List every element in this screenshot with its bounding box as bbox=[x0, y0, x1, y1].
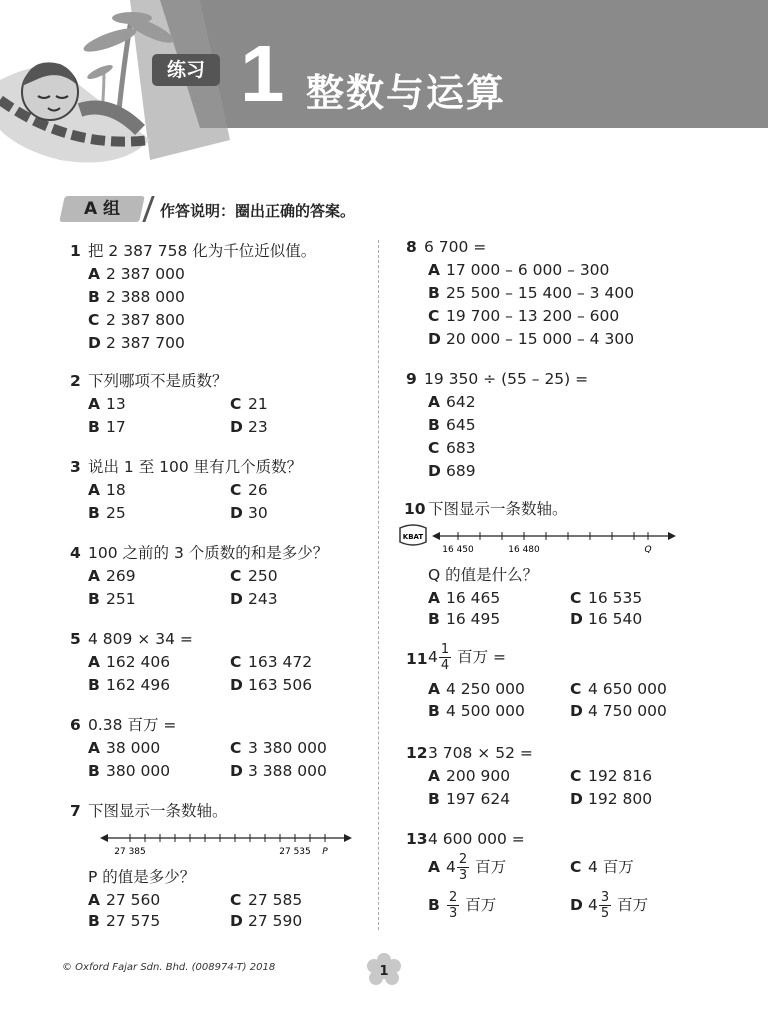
option-c[interactable]: C 26 bbox=[230, 481, 268, 499]
option-c[interactable]: C 2 387 800 bbox=[88, 311, 185, 329]
option-c[interactable]: C 163 472 bbox=[230, 653, 313, 671]
option-b[interactable]: B 162 496 bbox=[88, 676, 171, 694]
group-label-badge bbox=[59, 196, 145, 222]
option-d[interactable]: D 689 bbox=[428, 462, 476, 480]
option-a[interactable]: A 38 000 bbox=[88, 739, 161, 757]
question-7 bbox=[70, 800, 370, 935]
option-b[interactable]: B 27 575 bbox=[88, 912, 161, 930]
option-a[interactable]: A 13 bbox=[88, 395, 126, 413]
chapter-number: 1 bbox=[240, 29, 285, 118]
question-10 bbox=[404, 498, 704, 633]
sub-question: Q 的值是什么？ bbox=[428, 566, 539, 584]
option-c[interactable]: C 250 bbox=[230, 567, 278, 585]
option-d[interactable]: D 23 bbox=[230, 418, 268, 436]
axis-label-right: 27 535 bbox=[279, 847, 311, 856]
option-c[interactable]: C 683 bbox=[428, 439, 476, 457]
fraction: $\frac{1}{4}$ bbox=[440, 642, 450, 673]
option-a[interactable]: A 16 465 bbox=[428, 589, 501, 607]
question-stem: 说出 1 至 100 里有几个质数？ bbox=[88, 458, 303, 476]
chapter-title: 整数与运算 bbox=[306, 71, 507, 115]
question-2 bbox=[70, 370, 370, 440]
svg-text:KBAT: KBAT bbox=[402, 533, 424, 541]
question-stem: 下图显示一条数轴。 bbox=[88, 802, 228, 820]
option-c[interactable]: C 192 816 bbox=[570, 767, 653, 785]
kbat-badge-icon bbox=[396, 524, 430, 548]
option-d[interactable]: D 16 540 bbox=[570, 610, 643, 628]
option-a[interactable]: A 642 bbox=[428, 393, 476, 411]
question-number: 13 bbox=[406, 830, 428, 848]
sub-question: P 的值是多少？ bbox=[88, 868, 196, 886]
option-c[interactable]: C 4 650 000 bbox=[570, 680, 667, 698]
option-a[interactable]: A 2 387 000 bbox=[88, 265, 185, 283]
number-line bbox=[432, 526, 676, 554]
question-stem: 4 809 × 34 = bbox=[88, 630, 193, 648]
question-number: 10 bbox=[404, 500, 426, 518]
question-8 bbox=[406, 236, 706, 351]
option-d[interactable]: D 192 800 bbox=[570, 790, 653, 808]
question-number: 4 bbox=[70, 544, 81, 562]
option-b[interactable]: B 16 495 bbox=[428, 610, 501, 628]
question-number: 11 bbox=[406, 650, 428, 668]
question-9 bbox=[406, 368, 706, 483]
option-c[interactable]: C 16 535 bbox=[570, 589, 643, 607]
option-d[interactable]: D 4 750 000 bbox=[570, 702, 667, 720]
column-divider bbox=[378, 240, 379, 930]
question-number: 9 bbox=[406, 370, 417, 388]
axis-label-a: 16 450 bbox=[442, 545, 474, 554]
option-d[interactable]: D 3 388 000 bbox=[230, 762, 327, 780]
option-d[interactable]: D 20 000 – 15 000 – 4 300 bbox=[428, 330, 635, 348]
question-stem: 6 700 = bbox=[424, 238, 487, 256]
question-number: 5 bbox=[70, 630, 81, 648]
option-a[interactable]: A 162 406 bbox=[88, 653, 171, 671]
instruction-text: 作答说明：圈出正确的答案。 bbox=[160, 202, 356, 220]
option-a[interactable]: A 27 560 bbox=[88, 891, 161, 909]
option-a[interactable]: A 4 $\frac{2}{3}$ 百万 bbox=[428, 852, 507, 883]
question-number: 3 bbox=[70, 458, 81, 476]
option-b[interactable]: B 25 500 – 15 400 – 3 400 bbox=[428, 284, 635, 302]
axis-label-p: P bbox=[322, 847, 328, 856]
option-d[interactable]: D 27 590 bbox=[230, 912, 303, 930]
option-b[interactable]: B 197 624 bbox=[428, 790, 511, 808]
option-d[interactable]: D 30 bbox=[230, 504, 268, 522]
option-d[interactable]: D 2 387 700 bbox=[88, 334, 185, 352]
option-b[interactable]: B 17 bbox=[88, 418, 126, 436]
question-number: 2 bbox=[70, 372, 81, 390]
question-stem: 3 708 × 52 = bbox=[428, 744, 533, 762]
option-d[interactable]: D 4 $\frac{3}{5}$ 百万 bbox=[570, 890, 649, 921]
axis-label-b: 16 480 bbox=[508, 545, 540, 554]
option-a[interactable]: A 17 000 – 6 000 – 300 bbox=[428, 261, 610, 279]
question-number: 1 bbox=[70, 242, 81, 260]
question-stem: 把 2 387 758 化为千位近似值。 bbox=[88, 242, 317, 260]
question-11 bbox=[406, 642, 706, 724]
group-label: A 组 bbox=[83, 199, 121, 219]
option-b[interactable]: B 251 bbox=[88, 590, 136, 608]
axis-label-q: Q bbox=[644, 545, 652, 554]
question-stem: 0.38 百万 = bbox=[88, 716, 177, 734]
option-b[interactable]: B 380 000 bbox=[88, 762, 171, 780]
question-3 bbox=[70, 456, 370, 526]
question-number: 12 bbox=[406, 744, 428, 762]
question-stem: 下图显示一条数轴。 bbox=[428, 500, 568, 518]
exercise-tag: 练习 bbox=[152, 54, 220, 86]
question-13 bbox=[406, 828, 706, 928]
question-1 bbox=[70, 240, 370, 355]
question-stem: 下列哪项不是质数？ bbox=[88, 372, 228, 390]
question-4 bbox=[70, 542, 370, 612]
option-a[interactable]: A 269 bbox=[88, 567, 136, 585]
question-number: 6 bbox=[70, 716, 81, 734]
option-d[interactable]: D 243 bbox=[230, 590, 278, 608]
option-a[interactable]: A 4 250 000 bbox=[428, 680, 525, 698]
question-stem: 19 350 ÷ (55 – 25) = bbox=[424, 370, 589, 388]
option-b[interactable]: B 645 bbox=[428, 416, 476, 434]
resting-child-illustration bbox=[0, 62, 150, 162]
option-b[interactable]: B 4 500 000 bbox=[428, 702, 525, 720]
question-12 bbox=[406, 742, 706, 812]
axis-label-left: 27 385 bbox=[114, 847, 146, 856]
option-c[interactable]: C 4 百万 bbox=[570, 858, 634, 876]
option-c[interactable]: C 21 bbox=[230, 395, 268, 413]
copyright-footer: © Oxford Fajar Sdn. Bhd. (008974-T) 2018 bbox=[62, 962, 276, 973]
option-b[interactable]: B 2 388 000 bbox=[88, 288, 185, 306]
question-number: 8 bbox=[406, 238, 417, 256]
page-number: 1 bbox=[379, 964, 389, 979]
option-a[interactable]: A 18 bbox=[88, 481, 126, 499]
number-line bbox=[100, 828, 352, 856]
question-number: 7 bbox=[70, 802, 81, 820]
option-c[interactable]: C 27 585 bbox=[230, 891, 303, 909]
option-c[interactable]: C 3 380 000 bbox=[230, 739, 327, 757]
option-b[interactable]: B $\frac{2}{3}$ 百万 bbox=[428, 890, 497, 921]
option-c[interactable]: C 19 700 – 13 200 – 600 bbox=[428, 307, 620, 325]
question-stem: 4 600 000 = bbox=[428, 830, 525, 848]
page-number-flower-icon bbox=[366, 952, 402, 988]
question-stem: 100 之前的 3 个质数的和是多少？ bbox=[88, 544, 329, 562]
option-a[interactable]: A 200 900 bbox=[428, 767, 511, 785]
question-5 bbox=[70, 628, 370, 698]
question-6 bbox=[70, 714, 370, 784]
option-b[interactable]: B 25 bbox=[88, 504, 126, 522]
option-d[interactable]: D 163 506 bbox=[230, 676, 313, 694]
question-stem: 4 $\frac{1}{4}$ 百万 = bbox=[428, 642, 507, 673]
